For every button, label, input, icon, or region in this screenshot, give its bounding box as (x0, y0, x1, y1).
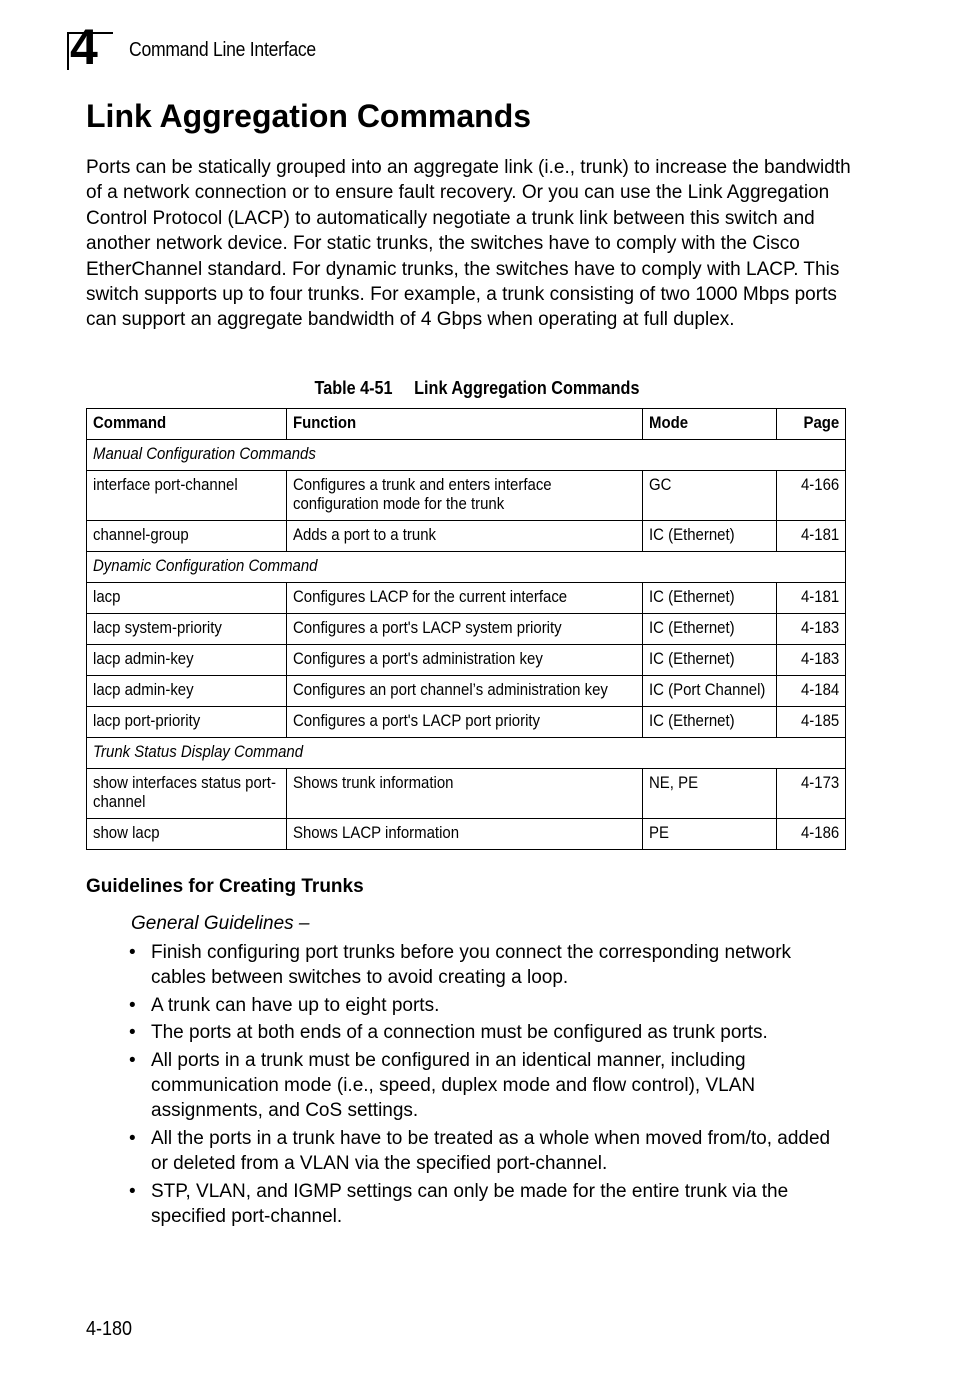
cell-command: interface port-channel (93, 475, 238, 494)
cell-function: Configures LACP for the current interface (292, 587, 567, 606)
cell-mode: NE, PE (649, 773, 699, 792)
cell-mode: GC (649, 475, 672, 494)
cell-mode: IC (Ethernet) (649, 525, 735, 544)
guidelines-list (129, 940, 849, 1231)
cell-command: lacp admin-key (93, 680, 194, 699)
running-header: Command Line Interface (129, 39, 316, 61)
list-item-text: A trunk can have up to eight ports. (151, 994, 440, 1016)
chapter-number: 4 (70, 19, 98, 75)
list-item-text: The ports at both ends of a connection must be configured as trunk ports. (151, 1022, 768, 1044)
table-section-row (87, 738, 846, 769)
cell-mode: IC (Port Channel) (649, 680, 766, 699)
bullet-icon: • (129, 1127, 136, 1149)
cell-page: 4-184 (800, 680, 839, 699)
table-row (87, 583, 846, 614)
cell-function: Shows LACP information (292, 823, 459, 842)
table-caption-number: Table 4-51 (314, 378, 393, 398)
cell-command: lacp system-priority (93, 618, 222, 637)
cell-command: lacp admin-key (93, 649, 194, 668)
table-caption-title: Link Aggregation Commands (414, 378, 640, 398)
table-row (87, 471, 846, 521)
page-number: 4-180 (86, 1318, 133, 1340)
cell-page: 4-173 (800, 773, 839, 792)
bullet-icon: • (129, 1180, 136, 1202)
cell-function: Configures a trunk and enters interface configuration mode for the trunk (292, 475, 552, 513)
list-item (129, 940, 849, 991)
guidelines-heading: Guidelines for Creating Trunks (86, 876, 364, 897)
table-section-row (87, 552, 846, 583)
list-item (129, 1179, 849, 1230)
table-header-row (87, 409, 846, 440)
bullet-icon: • (129, 994, 136, 1016)
list-item-text: All ports in a trunk must be configured in an identical manner, including communication mode (i.e., speed, duplex mode and flow control), VLAN assignments, and CoS settings. (151, 1049, 756, 1122)
cell-page: 4-166 (800, 475, 839, 494)
bullet-icon: • (129, 942, 136, 963)
cell-function: Configures a port's administration key (292, 649, 543, 668)
list-item-text: All the ports in a trunk have to be treated as a whole when moved from/to, added or deleted from a VLAN via the specified port-channel. (151, 1127, 831, 1175)
table-row (87, 614, 846, 645)
cell-command: show lacp (93, 823, 160, 842)
cell-page: 4-186 (800, 823, 839, 842)
table-section-row (87, 440, 846, 471)
page-title: Link Aggregation Commands (86, 98, 532, 134)
section-title: Dynamic Configuration Command (93, 556, 318, 575)
cell-command: lacp (93, 587, 121, 606)
cell-function: Adds a port to a trunk (292, 525, 436, 544)
section-title: Manual Configuration Commands (93, 444, 316, 463)
list-item (129, 1126, 849, 1177)
cell-page: 4-181 (800, 525, 839, 544)
header-command: Command (87, 409, 287, 440)
guidelines-subheading: General Guidelines – (131, 913, 310, 934)
cell-mode: IC (Ethernet) (649, 649, 735, 668)
cell-function: Configures a port's LACP system priority (292, 618, 562, 637)
table-row (87, 769, 846, 819)
table-row (87, 819, 846, 850)
list-item-text: STP, VLAN, and IGMP settings can only be made for the entire trunk via the specified port-channel. (151, 1180, 789, 1228)
intro-paragraph: Ports can be statically grouped into an aggregate link (i.e., trunk) to increase the bandwidth of a network connection or to ensure fault recovery. Or you can use the Link Aggregation Control Protocol (LACP) to automatically negotiate a trunk link between this switch and another network device. For static trunks, the switches have to comply with the Cisco EtherChannel standard. For dynamic trunks, the switches have to comply with LACP. This switch supports up to four trunks. For example, a trunk consisting of two 1000 Mbps ports can support an aggregate bandwidth of 4 Gbps when operating at full duplex. (86, 157, 851, 331)
cell-page: 4-183 (800, 618, 839, 637)
table-caption (48, 378, 907, 399)
cell-page: 4-183 (800, 649, 839, 668)
bullet-icon: • (129, 1022, 136, 1044)
commands-table (86, 408, 846, 850)
header-mode: Mode (643, 409, 777, 440)
header-page: Page (777, 409, 846, 440)
cell-mode: IC (Ethernet) (649, 711, 735, 730)
list-item (129, 993, 849, 1018)
cell-mode: IC (Ethernet) (649, 587, 735, 606)
list-item-text: Finish configuring port trunks before you connect the corresponding network cables between switches to avoid creating a loop. (151, 942, 792, 989)
cell-function: Shows trunk information (292, 773, 454, 792)
cell-command: show interfaces status port-channel (93, 773, 276, 811)
list-item (129, 1048, 849, 1124)
cell-mode: PE (649, 823, 670, 842)
table-row (87, 521, 846, 552)
cell-function: Configures an port channel’s administration key (292, 680, 608, 699)
cell-page: 4-181 (800, 587, 839, 606)
list-item (129, 1020, 849, 1045)
cell-mode: IC (Ethernet) (649, 618, 735, 637)
cell-page: 4-185 (800, 711, 839, 730)
table-row (87, 676, 846, 707)
table-row (87, 645, 846, 676)
header-function: Function (286, 409, 642, 440)
bullet-icon: • (129, 1049, 136, 1071)
section-title: Trunk Status Display Command (93, 742, 304, 761)
cell-command: lacp port-priority (93, 711, 201, 730)
cell-function: Configures a port's LACP port priority (292, 711, 540, 730)
table-row (87, 707, 846, 738)
cell-command: channel-group (93, 525, 189, 544)
